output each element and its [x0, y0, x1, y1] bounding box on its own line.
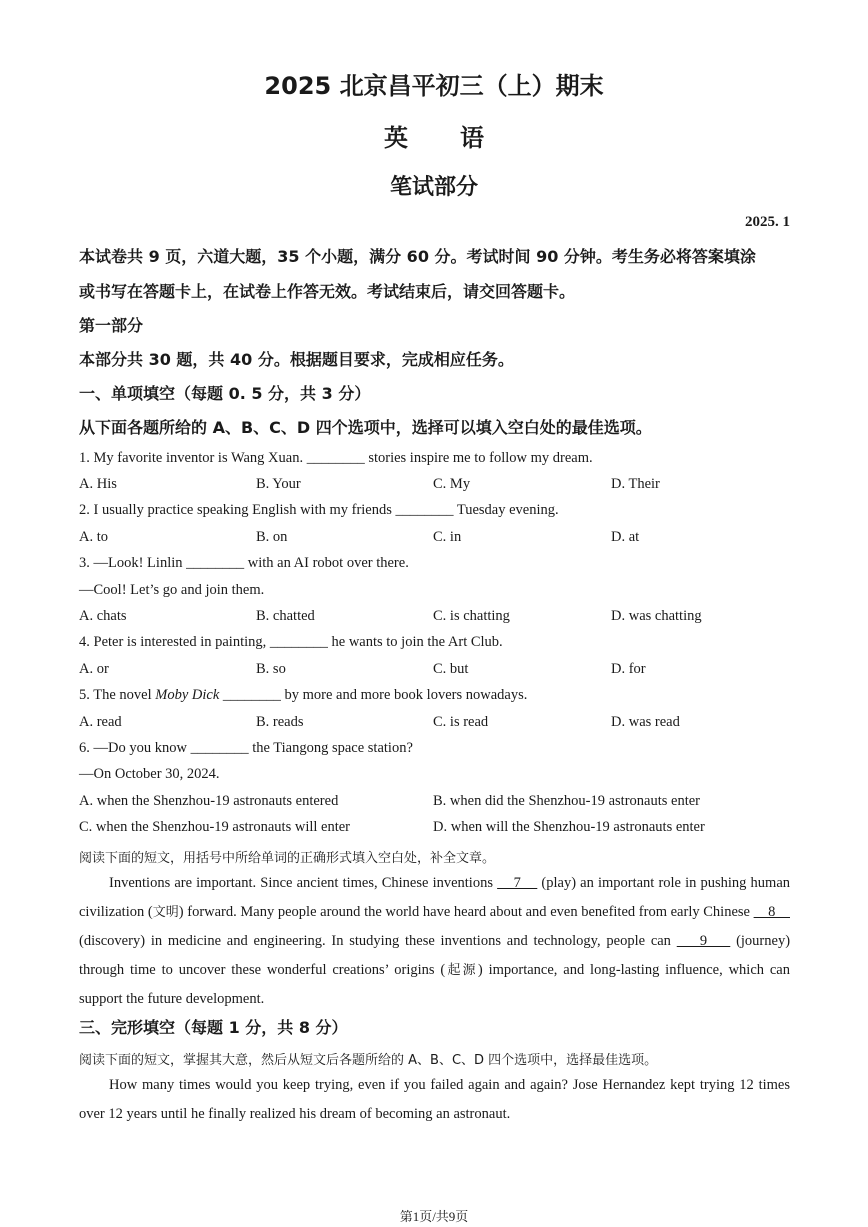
section1-heading: 一、单项填空（每题 0. 5 分，共 3 分） [79, 384, 371, 403]
exam-date: 2025. 1 [745, 214, 790, 230]
question-6-reply: —On October 30, 2024. [79, 766, 220, 782]
section2-passage: Inventions are important. Since ancient times, Chinese inventions 7 (play) an important role in pushing human civilization (文明) forward. Many people around the world have heard about and even benefited from early Chinese 8 (discovery) in medicine and engineering. In studying these inventions and technology, people can 9 (journey) through time to uncover these wonderful creations’ origins (起源) importance, and long-lasting influence, which can support the future development. [79, 875, 791, 1007]
question-4-option-c: C. but [433, 661, 469, 677]
question-5-option-d: D. was read [611, 714, 680, 730]
instructions-line-1: 本试卷共 9 页，六道大题，35 个小题，满分 60 分。考试时间 90 分钟。考生务必将答案填涂 [79, 247, 756, 266]
question-5-novel-title: Moby Dick [155, 687, 220, 703]
part1-description: 本部分共 30 题，共 40 分。根据题目要求，完成相应任务。 [79, 350, 514, 369]
question-6-option-c: C. when the Shenzhou-19 astronauts will enter [79, 819, 351, 835]
question-4-option-a: A. or [79, 661, 109, 677]
section3-instruction: 阅读下面的短文，掌握其大意，然后从短文后各题所给的 A、B、C、D 四个选项中，选择最佳选项。 [79, 1053, 658, 1068]
question-6-stem: 6. —Do you know ________ the Tiangong space station? [79, 740, 413, 756]
section1-description: 从下面各题所给的 A、B、C、D 四个选项中，选择可以填入空白处的最佳选项。 [79, 418, 652, 437]
question-5-option-c: C. is read [433, 714, 489, 730]
question-5-stem-post: ________ by more and more book lovers nowadays. [219, 687, 528, 703]
question-1-option-c: C. My [433, 476, 471, 492]
section2-instruction: 阅读下面的短文，用括号中所给单词的正确形式填入空白处，补全文章。 [79, 851, 496, 866]
section3-passage: How many times would you keep trying, even if you failed again and again? Jose Hernandez kept trying 12 times over 12 years until he finally realized his dream of becoming an astronaut. [79, 1077, 790, 1122]
question-2-option-c: C. in [433, 529, 462, 545]
part-title: 笔试部分 [389, 175, 478, 200]
question-3-option-a: A. chats [79, 608, 127, 624]
question-3-reply: —Cool! Let’s go and join them. [79, 582, 265, 598]
question-2-option-a: A. to [79, 529, 108, 545]
blank-9: 9 [676, 933, 731, 949]
question-5-stem-pre: 5. The novel [79, 687, 156, 703]
question-5-option-a: A. read [79, 714, 122, 730]
question-2-option-d: D. at [611, 529, 640, 545]
question-2-stem: 2. I usually practice speaking English with my friends ________ Tuesday evening. [79, 502, 559, 518]
question-3-option-d: D. was chatting [611, 608, 702, 624]
question-1-option-b: B. Your [256, 476, 301, 492]
question-1-option-a: A. His [79, 476, 117, 492]
question-3-option-b: B. chatted [256, 608, 315, 624]
question-3-option-c: C. is chatting [433, 608, 510, 624]
question-1-stem: 1. My favorite inventor is Wang Xuan. ________ stories inspire me to follow my dream. [79, 450, 593, 466]
question-4-option-d: D. for [611, 661, 646, 677]
blank-8: 8 [753, 903, 790, 920]
subject-title: 英语 [384, 124, 536, 152]
question-4-stem: 4. Peter is interested in painting, ________ he wants to join the Art Club. [79, 634, 503, 650]
question-5-stem [79, 687, 527, 704]
question-5-option-b: B. reads [256, 714, 304, 730]
question-6-option-a: A. when the Shenzhou-19 astronauts entered [79, 793, 339, 809]
question-6-option-d: D. when will the Shenzhou-19 astronauts enter [433, 819, 705, 835]
part1-heading: 第一部分 [79, 316, 144, 335]
question-6-option-b: B. when did the Shenzhou-19 astronauts enter [433, 793, 700, 809]
question-3-stem: 3. —Look! Linlin ________ with an AI robot over there. [79, 555, 409, 571]
page-number: 第1页/共9页 [399, 1209, 469, 1224]
question-2-option-b: B. on [256, 529, 288, 545]
section3-heading: 三、完形填空（每题 1 分，共 8 分） [79, 1018, 348, 1037]
question-1-option-d: D. Their [611, 476, 660, 492]
question-4-option-b: B. so [256, 661, 286, 677]
exam-title: 2025 北京昌平初三（上）期末 [264, 72, 604, 100]
blank-7: 7 [497, 875, 538, 891]
instructions-line-2: 或书写在答题卡上，在试卷上作答无效。考试结束后，请交回答题卡。 [79, 282, 576, 301]
